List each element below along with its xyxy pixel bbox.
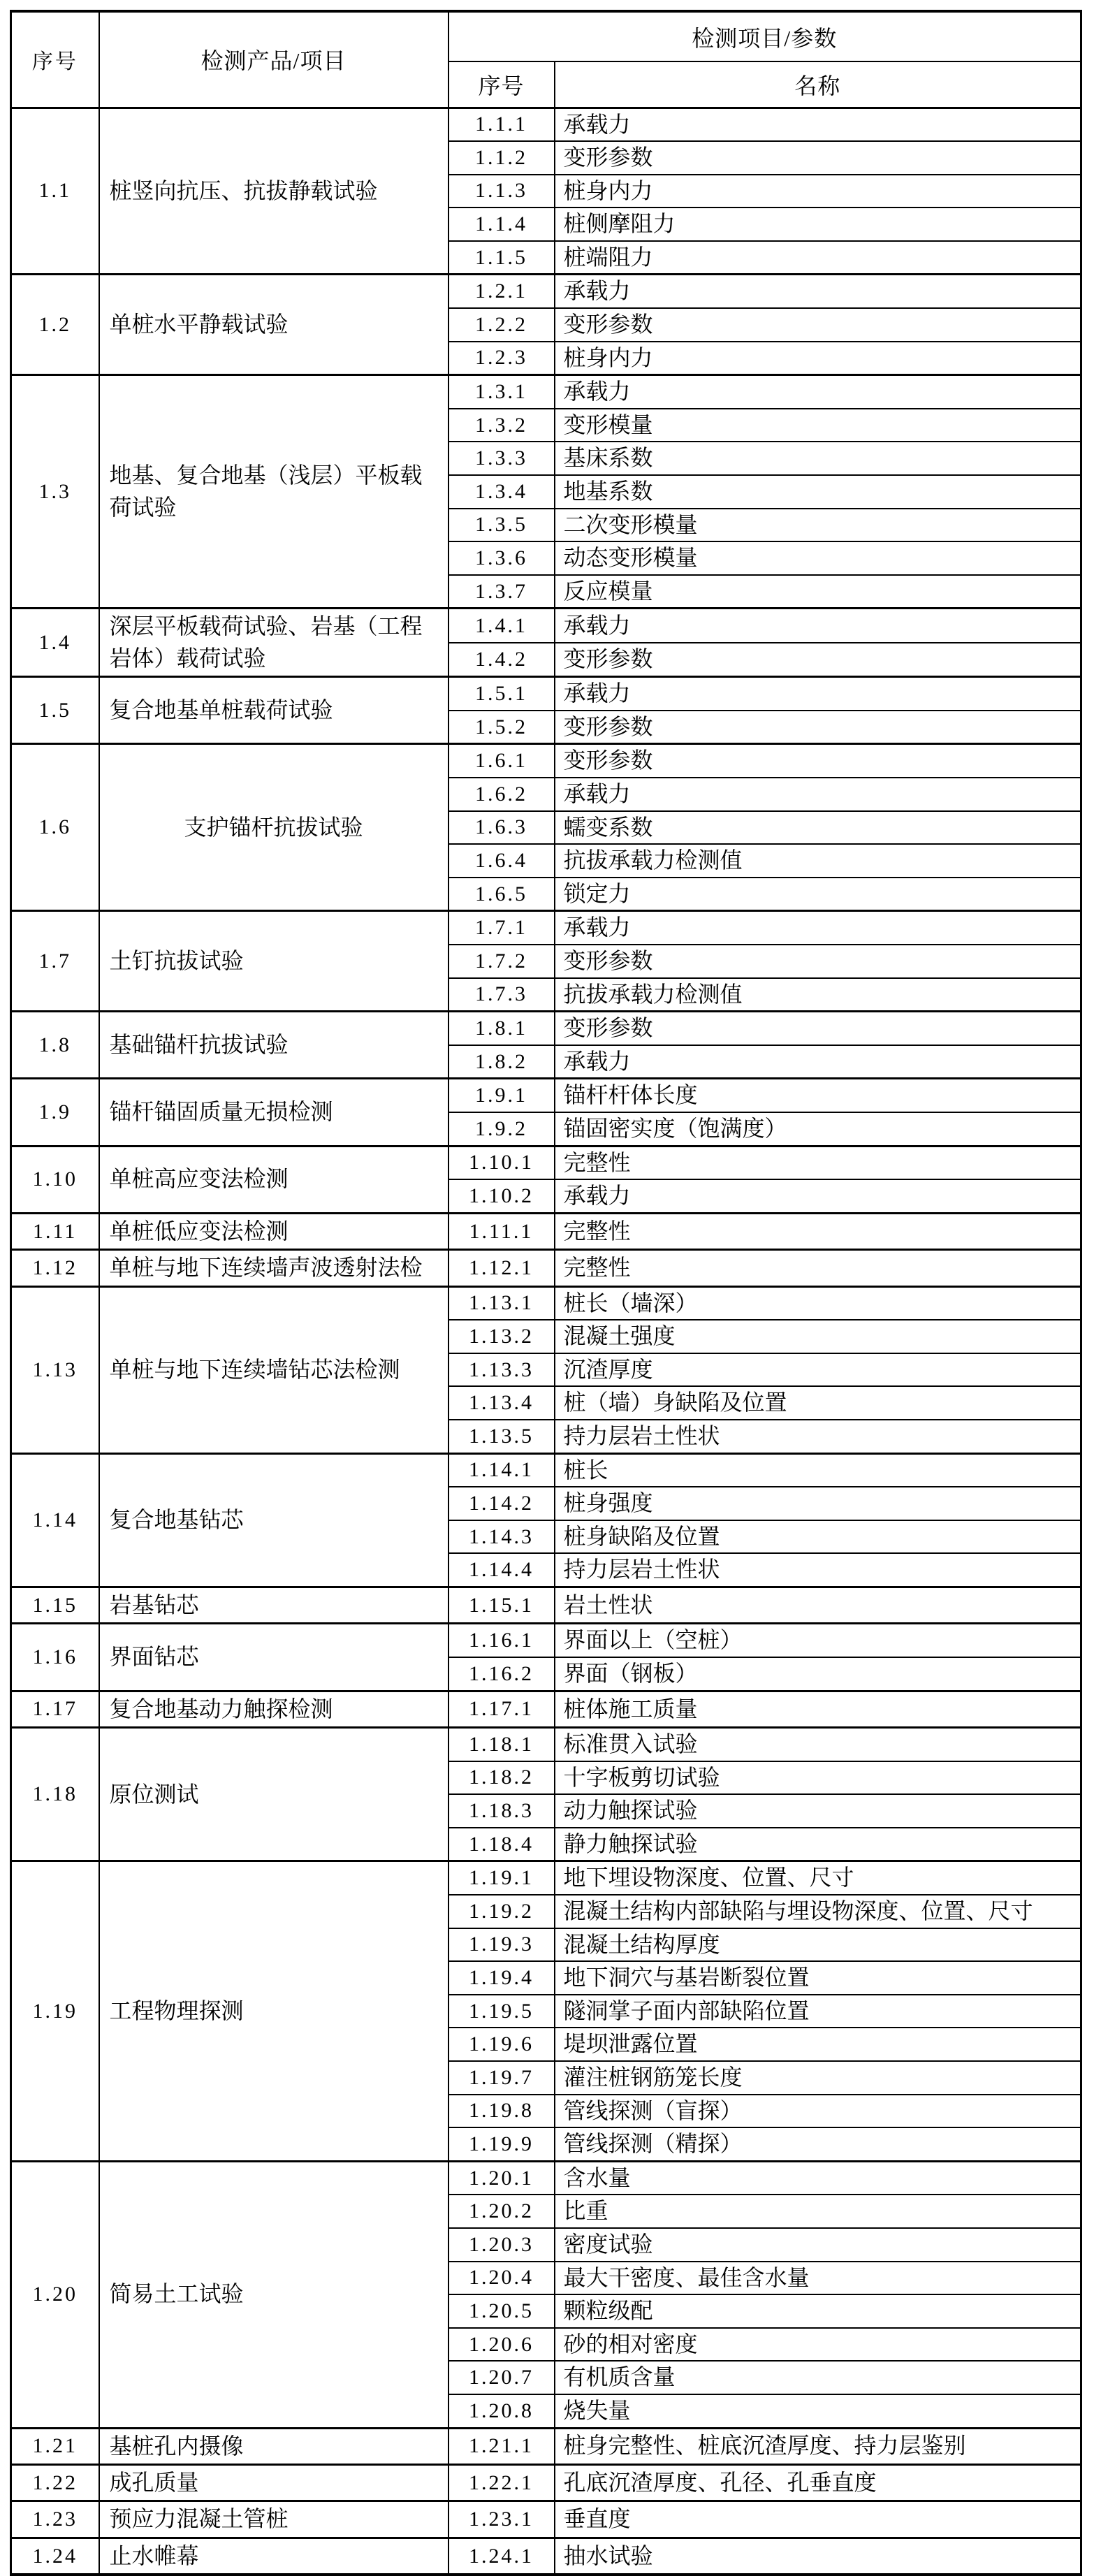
param-name-cell: 混凝土强度 [555, 1320, 1081, 1353]
group-product-cell: 原位测试 [99, 1728, 449, 1861]
param-row [11, 1861, 1081, 1895]
param-no-cell: 1.18.4 [449, 1828, 555, 1861]
param-name-cell: 承载力 [555, 1179, 1081, 1213]
param-no-cell: 1.13.5 [449, 1420, 555, 1453]
param-name-cell: 变形模量 [555, 409, 1081, 442]
param-name-cell: 承载力 [555, 1045, 1081, 1079]
param-row [11, 1728, 1081, 1761]
param-no-cell: 1.7.2 [449, 945, 555, 978]
param-name-cell: 承载力 [555, 677, 1081, 711]
param-row [11, 2501, 1081, 2538]
group-product-cell: 基础锚杆抗拔试验 [99, 1012, 449, 1079]
group-serial-cell: 1.5 [11, 677, 99, 744]
param-no-cell: 1.20.1 [449, 2161, 555, 2195]
param-name-cell: 隧洞掌子面内部缺陷位置 [555, 1995, 1081, 2028]
param-name-cell: 承载力 [555, 609, 1081, 643]
header-row-top [11, 11, 1081, 61]
param-name-cell: 完整性 [555, 1213, 1081, 1249]
group-serial-cell: 1.13 [11, 1286, 99, 1453]
param-name-cell: 动力触探试验 [555, 1794, 1081, 1828]
param-no-cell: 1.8.2 [449, 1045, 555, 1079]
param-name-cell: 烧失量 [555, 2394, 1081, 2428]
param-row [11, 2161, 1081, 2195]
param-name-cell: 变形参数 [555, 141, 1081, 175]
param-name-cell: 地下埋设物深度、位置、尺寸 [555, 1861, 1081, 1895]
group-serial-cell: 1.24 [11, 2538, 99, 2575]
param-no-cell: 1.8.1 [449, 1012, 555, 1045]
param-name-cell: 桩身内力 [555, 175, 1081, 208]
param-no-cell: 1.2.3 [449, 342, 555, 375]
group-product-cell: 复合地基单桩载荷试验 [99, 677, 449, 744]
header-params-group: 检测项目/参数 [449, 11, 1081, 61]
param-no-cell: 1.2.2 [449, 308, 555, 342]
group-product-cell: 基桩孔内摄像 [99, 2428, 449, 2464]
param-row [11, 677, 1081, 711]
param-no-cell: 1.21.1 [449, 2428, 555, 2464]
param-name-cell: 变形参数 [555, 643, 1081, 677]
param-name-cell: 承载力 [555, 108, 1081, 141]
param-name-cell: 颗粒级配 [555, 2294, 1081, 2328]
param-no-cell: 1.16.2 [449, 1657, 555, 1691]
param-no-cell: 1.3.6 [449, 541, 555, 575]
param-name-cell: 承载力 [555, 375, 1081, 409]
param-name-cell: 锚固密实度（饱满度） [555, 1112, 1081, 1146]
param-no-cell: 1.6.2 [449, 778, 555, 811]
param-no-cell: 1.15.1 [449, 1587, 555, 1624]
param-name-cell: 十字板剪切试验 [555, 1761, 1081, 1795]
param-name-cell: 完整性 [555, 1146, 1081, 1179]
param-no-cell: 1.17.1 [449, 1691, 555, 1727]
param-name-cell: 桩（墙）身缺陷及位置 [555, 1386, 1081, 1420]
param-name-cell: 混凝土结构内部缺陷与埋设物深度、位置、尺寸 [555, 1895, 1081, 1928]
param-no-cell: 1.1.1 [449, 108, 555, 141]
param-no-cell: 1.20.2 [449, 2195, 555, 2228]
group-product-cell: 单桩与地下连续墙钻芯法检测 [99, 1286, 449, 1453]
param-no-cell: 1.1.5 [449, 241, 555, 275]
param-name-cell: 桩身完整性、桩底沉渣厚度、持力层鉴别 [555, 2428, 1081, 2464]
group-product-cell: 简易土工试验 [99, 2161, 449, 2428]
param-name-cell: 标准贯入试验 [555, 1728, 1081, 1761]
param-name-cell: 持力层岩土性状 [555, 1553, 1081, 1587]
group-serial-cell: 1.6 [11, 744, 99, 911]
param-row [11, 1624, 1081, 1657]
param-no-cell: 1.4.1 [449, 609, 555, 643]
param-name-cell: 密度试验 [555, 2228, 1081, 2262]
param-name-cell: 蠕变系数 [555, 811, 1081, 845]
param-no-cell: 1.10.2 [449, 1179, 555, 1213]
header-param-name: 名称 [555, 61, 1081, 108]
param-name-cell: 桩长 [555, 1453, 1081, 1487]
group-serial-cell: 1.20 [11, 2161, 99, 2428]
param-no-cell: 1.13.2 [449, 1320, 555, 1353]
param-no-cell: 1.7.1 [449, 911, 555, 945]
param-no-cell: 1.12.1 [449, 1250, 555, 1286]
param-name-cell: 地下洞穴与基岩断裂位置 [555, 1961, 1081, 1995]
group-serial-cell: 1.7 [11, 911, 99, 1012]
param-no-cell: 1.19.3 [449, 1928, 555, 1962]
group-serial-cell: 1.15 [11, 1587, 99, 1624]
param-no-cell: 1.18.1 [449, 1728, 555, 1761]
group-product-cell: 岩基钻芯 [99, 1587, 449, 1624]
group-serial-cell: 1.17 [11, 1691, 99, 1727]
param-name-cell: 锚杆杆体长度 [555, 1079, 1081, 1112]
param-name-cell: 孔底沉渣厚度、孔径、孔垂直度 [555, 2464, 1081, 2501]
param-no-cell: 1.3.4 [449, 475, 555, 509]
param-no-cell: 1.23.1 [449, 2501, 555, 2538]
param-no-cell: 1.18.2 [449, 1761, 555, 1795]
param-row [11, 1012, 1081, 1045]
param-name-cell: 锁定力 [555, 878, 1081, 911]
param-no-cell: 1.11.1 [449, 1213, 555, 1249]
group-serial-cell: 1.22 [11, 2464, 99, 2501]
param-no-cell: 1.1.2 [449, 141, 555, 175]
param-no-cell: 1.6.4 [449, 844, 555, 878]
param-no-cell: 1.20.4 [449, 2262, 555, 2295]
param-name-cell: 桩身强度 [555, 1487, 1081, 1520]
param-name-cell: 承载力 [555, 911, 1081, 945]
group-product-cell: 桩竖向抗压、抗拔静载试验 [99, 108, 449, 275]
group-product-cell: 锚杆锚固质量无损检测 [99, 1079, 449, 1146]
param-no-cell: 1.6.5 [449, 878, 555, 911]
param-no-cell: 1.19.5 [449, 1995, 555, 2028]
param-name-cell: 承载力 [555, 275, 1081, 308]
group-product-cell: 成孔质量 [99, 2464, 449, 2501]
param-name-cell: 桩身内力 [555, 342, 1081, 375]
param-no-cell: 1.19.6 [449, 2028, 555, 2061]
group-serial-cell: 1.14 [11, 1453, 99, 1587]
group-serial-cell: 1.10 [11, 1146, 99, 1213]
param-name-cell: 最大干密度、最佳含水量 [555, 2262, 1081, 2295]
param-no-cell: 1.9.1 [449, 1079, 555, 1112]
param-name-cell: 持力层岩土性状 [555, 1420, 1081, 1453]
param-row [11, 609, 1081, 643]
param-no-cell: 1.19.4 [449, 1961, 555, 1995]
param-name-cell: 地基系数 [555, 475, 1081, 509]
param-no-cell: 1.14.2 [449, 1487, 555, 1520]
group-serial-cell: 1.8 [11, 1012, 99, 1079]
group-serial-cell: 1.11 [11, 1213, 99, 1249]
group-product-cell: 工程物理探测 [99, 1861, 449, 2161]
group-product-cell: 复合地基动力触探检测 [99, 1691, 449, 1727]
param-name-cell: 有机质含量 [555, 2361, 1081, 2394]
param-no-cell: 1.5.1 [449, 677, 555, 711]
group-product-cell: 单桩低应变法检测 [99, 1213, 449, 1249]
param-no-cell: 1.19.9 [449, 2127, 555, 2161]
param-row [11, 275, 1081, 308]
param-name-cell: 桩侧摩阻力 [555, 208, 1081, 241]
group-serial-cell: 1.12 [11, 1250, 99, 1286]
param-name-cell: 垂直度 [555, 2501, 1081, 2538]
param-no-cell: 1.2.1 [449, 275, 555, 308]
param-no-cell: 1.19.1 [449, 1861, 555, 1895]
header-serial-no: 序号 [11, 11, 99, 108]
param-name-cell: 界面（钢板） [555, 1657, 1081, 1691]
param-no-cell: 1.6.1 [449, 744, 555, 778]
group-product-cell: 止水帷幕 [99, 2538, 449, 2575]
param-name-cell: 基床系数 [555, 442, 1081, 475]
param-row [11, 744, 1081, 778]
group-serial-cell: 1.21 [11, 2428, 99, 2464]
param-name-cell: 沉渣厚度 [555, 1353, 1081, 1387]
group-serial-cell: 1.19 [11, 1861, 99, 2161]
param-row [11, 1146, 1081, 1179]
group-serial-cell: 1.18 [11, 1728, 99, 1861]
param-row [11, 1250, 1081, 1286]
param-no-cell: 1.20.6 [449, 2328, 555, 2362]
param-row [11, 911, 1081, 945]
header-product: 检测产品/项目 [99, 11, 449, 108]
param-no-cell: 1.14.4 [449, 1553, 555, 1587]
param-row [11, 1079, 1081, 1112]
param-no-cell: 1.5.2 [449, 711, 555, 744]
param-no-cell: 1.24.1 [449, 2538, 555, 2575]
param-row [11, 2464, 1081, 2501]
param-no-cell: 1.19.7 [449, 2061, 555, 2095]
param-name-cell: 比重 [555, 2195, 1081, 2228]
param-name-cell: 混凝土结构厚度 [555, 1928, 1081, 1962]
param-name-cell: 桩端阻力 [555, 241, 1081, 275]
param-name-cell: 桩体施工质量 [555, 1691, 1081, 1727]
param-no-cell: 1.13.4 [449, 1386, 555, 1420]
param-name-cell: 管线探测（盲探） [555, 2095, 1081, 2128]
param-no-cell: 1.3.3 [449, 442, 555, 475]
param-name-cell: 变形参数 [555, 945, 1081, 978]
param-name-cell: 变形参数 [555, 1012, 1081, 1045]
param-row [11, 2428, 1081, 2464]
param-name-cell: 堤坝泄露位置 [555, 2028, 1081, 2061]
param-no-cell: 1.19.8 [449, 2095, 555, 2128]
param-name-cell: 反应模量 [555, 575, 1081, 609]
param-no-cell: 1.20.8 [449, 2394, 555, 2428]
param-no-cell: 1.22.1 [449, 2464, 555, 2501]
param-name-cell: 二次变形模量 [555, 509, 1081, 542]
param-no-cell: 1.20.5 [449, 2294, 555, 2328]
param-name-cell: 抗拔承载力检测值 [555, 844, 1081, 878]
param-name-cell: 砂的相对密度 [555, 2328, 1081, 2362]
param-name-cell: 灌注桩钢筋笼长度 [555, 2061, 1081, 2095]
param-no-cell: 1.20.7 [449, 2361, 555, 2394]
group-serial-cell: 1.23 [11, 2501, 99, 2538]
group-serial-cell: 1.16 [11, 1624, 99, 1691]
group-product-cell: 单桩高应变法检测 [99, 1146, 449, 1213]
group-product-cell: 单桩与地下连续墙声波透射法检 [99, 1250, 449, 1286]
param-no-cell: 1.14.1 [449, 1453, 555, 1487]
param-no-cell: 1.3.2 [449, 409, 555, 442]
param-row [11, 2538, 1081, 2575]
param-name-cell: 岩土性状 [555, 1587, 1081, 1624]
group-product-cell: 支护锚杆抗拔试验 [99, 744, 449, 911]
header-param-no: 序号 [449, 61, 555, 108]
group-product-cell: 单桩水平静载试验 [99, 275, 449, 375]
param-name-cell: 静力触探试验 [555, 1828, 1081, 1861]
param-no-cell: 1.1.3 [449, 175, 555, 208]
group-serial-cell: 1.9 [11, 1079, 99, 1146]
group-product-cell: 地基、复合地基（浅层）平板载荷试验 [99, 375, 449, 609]
param-no-cell: 1.6.3 [449, 811, 555, 845]
param-name-cell: 抽水试验 [555, 2538, 1081, 2575]
param-name-cell: 变形参数 [555, 744, 1081, 778]
param-row [11, 375, 1081, 409]
param-row [11, 1213, 1081, 1249]
param-row [11, 1286, 1081, 1320]
param-no-cell: 1.20.3 [449, 2228, 555, 2262]
param-no-cell: 1.13.1 [449, 1286, 555, 1320]
table-body [11, 108, 1081, 2575]
param-name-cell: 桩身缺陷及位置 [555, 1520, 1081, 1554]
param-no-cell: 1.1.4 [449, 208, 555, 241]
group-serial-cell: 1.1 [11, 108, 99, 275]
param-name-cell: 变形参数 [555, 308, 1081, 342]
param-no-cell: 1.18.3 [449, 1794, 555, 1828]
group-serial-cell: 1.4 [11, 609, 99, 677]
param-name-cell: 动态变形模量 [555, 541, 1081, 575]
param-no-cell: 1.10.1 [449, 1146, 555, 1179]
group-serial-cell: 1.2 [11, 275, 99, 375]
table-header [11, 11, 1081, 108]
param-name-cell: 抗拔承载力检测值 [555, 978, 1081, 1012]
param-name-cell: 管线探测（精探） [555, 2127, 1081, 2161]
param-no-cell: 1.9.2 [449, 1112, 555, 1146]
param-no-cell: 1.3.1 [449, 375, 555, 409]
param-no-cell: 1.7.3 [449, 978, 555, 1012]
param-no-cell: 1.4.2 [449, 643, 555, 677]
group-serial-cell: 1.3 [11, 375, 99, 609]
group-product-cell: 界面钻芯 [99, 1624, 449, 1691]
param-row [11, 1691, 1081, 1727]
param-name-cell: 含水量 [555, 2161, 1081, 2195]
param-no-cell: 1.14.3 [449, 1520, 555, 1554]
param-name-cell: 变形参数 [555, 711, 1081, 744]
inspection-parameters-table [10, 10, 1082, 2576]
param-name-cell: 桩长（墙深） [555, 1286, 1081, 1320]
param-row [11, 1453, 1081, 1487]
group-product-cell: 预应力混凝土管桩 [99, 2501, 449, 2538]
param-no-cell: 1.3.7 [449, 575, 555, 609]
param-no-cell: 1.3.5 [449, 509, 555, 542]
group-product-cell: 复合地基钻芯 [99, 1453, 449, 1587]
group-product-cell: 深层平板载荷试验、岩基（工程岩体）载荷试验 [99, 609, 449, 677]
param-name-cell: 完整性 [555, 1250, 1081, 1286]
param-no-cell: 1.16.1 [449, 1624, 555, 1657]
param-name-cell: 承载力 [555, 778, 1081, 811]
param-name-cell: 界面以上（空桩） [555, 1624, 1081, 1657]
param-no-cell: 1.19.2 [449, 1895, 555, 1928]
param-no-cell: 1.13.3 [449, 1353, 555, 1387]
group-product-cell: 土钉抗拔试验 [99, 911, 449, 1012]
param-row [11, 1587, 1081, 1624]
param-row [11, 108, 1081, 141]
